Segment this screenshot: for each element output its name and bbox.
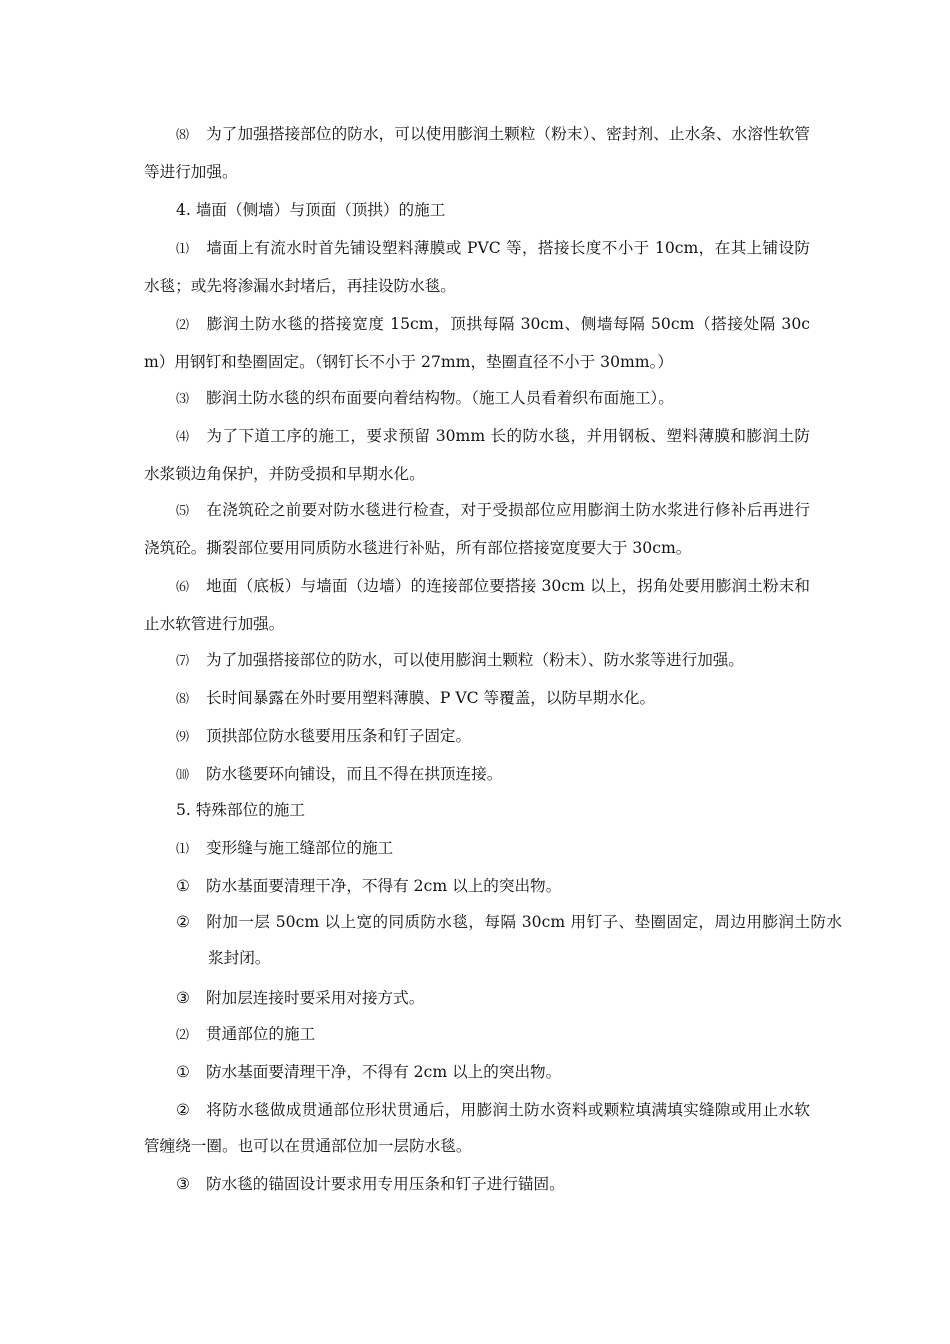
- paragraph-text: 变形缝与施工缝部位的施工: [206, 839, 394, 857]
- paragraph-text: 长时间暴露在外时要用塑料薄膜、P VC 等覆盖，以防早期水化。: [206, 689, 656, 707]
- item-text: 防水基面要清理干净，不得有 2cm 以上的突出物。: [206, 877, 562, 895]
- item-marker: ②: [176, 913, 190, 931]
- item-3-butt-joint: [176, 980, 842, 1016]
- item-2-penetration-shape: [144, 1092, 810, 1164]
- item-text: 将防水毯做成贯通部位形状贯通后，用膨润土防水资料或颗粒填满填实缝隙或用止水软管缠绕一圈。也可以在贯通部位加一层防水毯。: [144, 1101, 810, 1155]
- paragraph-marker: ⑶: [176, 392, 190, 407]
- paragraph-1-wall-flowing-water: [144, 230, 810, 304]
- section-heading-5: [144, 792, 810, 828]
- subsection-1-joints: [144, 830, 810, 868]
- item-marker: ②: [176, 1101, 190, 1119]
- section-heading-text: 5. 特殊部位的施工: [176, 801, 305, 819]
- paragraph-text: 地面（底板）与墙面（边墙）的连接部位要搭接 30cm 以上，拐角处要用膨润土粉末和止水软管进行加强。: [144, 577, 810, 633]
- paragraph-4-reserve-length: [144, 418, 810, 492]
- paragraph-7-reinforcement: [144, 642, 810, 680]
- item-1-clean-base: [176, 868, 842, 904]
- paragraph-text: 膨润土防水毯的搭接宽度 15cm，顶拱每隔 30cm、侧墙每隔 50cm（搭接处隔 30cm）用钢钉和垫圈固定。（钢钉长不小于 27mm，垫圈直径不小于 30mm。）: [144, 315, 810, 371]
- paragraph-8-exposure-cover: [144, 680, 810, 718]
- paragraph-marker: ⑴: [176, 842, 190, 857]
- item-text: 附加一层 50cm 以上宽的同质防水毯，每隔 30cm 用钉子、垫圈固定，周边用膨润土防水浆封闭。: [206, 913, 842, 967]
- paragraph-10-circumferential: [144, 756, 810, 794]
- item-3-anchoring: [176, 1166, 842, 1202]
- paragraph-6-floor-wall-joint: [144, 568, 810, 642]
- item-text: 防水毯的锚固设计要求用专用压条和钉子进行锚固。: [206, 1175, 565, 1193]
- paragraph-2-overlap-width: [144, 306, 810, 380]
- paragraph-marker: ⑻: [176, 692, 190, 707]
- paragraph-text: 为了下道工序的施工，要求预留 30mm 长的防水毯，并用钢板、塑料薄膜和膨润土防水浆锁边角保护，并防受损和早期水化。: [144, 427, 810, 483]
- paragraph-marker: ⑼: [176, 730, 190, 745]
- paragraph-marker: ⑻: [176, 128, 190, 143]
- paragraph-text: 贯通部位的施工: [206, 1025, 316, 1043]
- item-marker: ①: [176, 1063, 190, 1081]
- paragraph-marker: ⑴: [176, 242, 190, 257]
- section-heading-4: [144, 192, 810, 228]
- item-marker: ③: [176, 1175, 190, 1193]
- paragraph-marker: ⑸: [176, 504, 190, 519]
- paragraph-marker: ⑹: [176, 580, 190, 595]
- paragraph-text: 为了加强搭接部位的防水，可以使用膨润土颗粒（粉末）、防水浆等进行加强。: [206, 651, 744, 669]
- paragraph-marker: ⑽: [176, 768, 190, 783]
- item-marker: ①: [176, 877, 190, 895]
- item-text: 防水基面要清理干净，不得有 2cm 以上的突出物。: [206, 1063, 562, 1081]
- item-text: 附加层连接时要采用对接方式。: [206, 989, 425, 1007]
- paragraph-9-vault-fixing: [144, 718, 810, 756]
- paragraph-text: 在浇筑砼之前要对防水毯进行检查，对于受损部位应用膨润土防水浆进行修补后再进行浇筑砼。撕裂部位要用同质防水毯进行补贴，所有部位搭接宽度要大于 30cm。: [144, 501, 810, 557]
- item-marker: ③: [176, 989, 190, 1007]
- subsection-2-penetration: [144, 1016, 810, 1054]
- paragraph-text: 墙面上有流水时首先铺设塑料薄膜或 PVC 等，搭接长度不小于 10cm，在其上铺设防水毯；或先将渗漏水封堵后，再挂设防水毯。: [144, 239, 810, 295]
- paragraph-8-overlap-reinforcement: [144, 116, 810, 190]
- item-2-additional-layer: [176, 904, 842, 976]
- paragraph-marker: ⑵: [176, 318, 190, 333]
- paragraph-text: 膨润土防水毯的织布面要向着结构物。（施工人员看着织布面施工）。: [206, 389, 674, 407]
- paragraph-text: 顶拱部位防水毯要用压条和钉子固定。: [206, 727, 472, 745]
- paragraph-5-inspection: [144, 492, 810, 566]
- paragraph-marker: ⑷: [176, 430, 190, 445]
- paragraph-text: 防水毯要环向铺设，而且不得在拱顶连接。: [206, 765, 503, 783]
- section-heading-text: 4. 墙面（侧墙）与顶面（顶拱）的施工: [176, 201, 446, 219]
- paragraph-marker: ⑵: [176, 1028, 190, 1043]
- paragraph-text: 为了加强搭接部位的防水，可以使用膨润土颗粒（粉末）、密封剂、止水条、水溶性软管等进行加强。: [144, 125, 810, 181]
- item-1-clean-base-penetration: [176, 1054, 842, 1090]
- paragraph-marker: ⑺: [176, 654, 190, 669]
- paragraph-3-fabric-side: [144, 380, 810, 418]
